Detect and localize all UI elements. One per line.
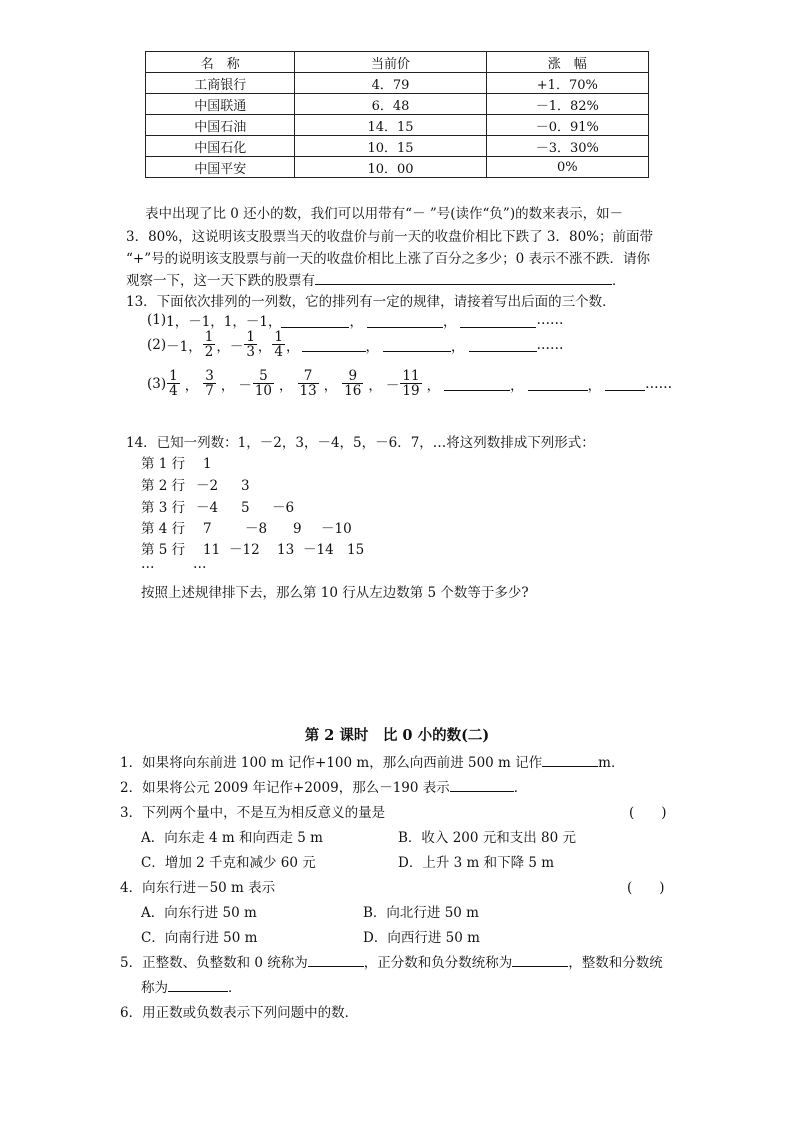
fraction-numerator: 1 [274, 329, 283, 345]
cell-change: －0．91% [486, 115, 648, 136]
fraction-numerator: 1 [204, 329, 214, 345]
cell-name: 中国平安 [146, 157, 295, 178]
minus-sign: － [229, 338, 244, 355]
problem-6: 6．用正数或负数表示下列问题中的数． [120, 1005, 359, 1021]
answer-blank[interactable] [281, 313, 349, 328]
row-number: 5 [241, 500, 250, 516]
cell-price: 10．15 [295, 136, 486, 157]
comma: ， [365, 338, 379, 355]
fraction-numerator: 1 [246, 329, 255, 345]
table-row [146, 115, 649, 136]
comma: ， [257, 338, 272, 355]
row-number: 9 [293, 521, 302, 537]
option-c[interactable]: C．增加 2 千克和减少 60 元 [141, 855, 316, 871]
problem-text-end: m． [598, 755, 625, 771]
stock-table [145, 51, 649, 178]
seq-sign: － [385, 377, 400, 394]
q14-question: 按照上述规律排下去，那么第 10 行从左边数第 5 个数等于多少? [141, 585, 529, 601]
fraction-numerator: 3 [205, 368, 214, 384]
problem-1 [120, 751, 624, 771]
row-label: 第 1 行 [141, 456, 186, 472]
option-b[interactable]: B．向北行进 50 m [363, 905, 479, 921]
option-a[interactable]: A．向东走 4 m 和向西走 5 m [141, 830, 323, 846]
problem-4-stem: 4．向东行进－50 m 表示 [120, 880, 276, 896]
comma: ， [587, 377, 602, 394]
fraction [203, 330, 216, 359]
cell-name: 中国联通 [146, 94, 295, 115]
cell-name: 中国石油 [146, 115, 295, 136]
cell-change: 0% [486, 157, 648, 178]
fraction-numerator: 7 [298, 369, 319, 384]
fraction-numerator: 9 [342, 369, 363, 384]
intro-line-4-text: 观察一下，这一天下跌的股票有 [126, 273, 315, 289]
cell-change: +1．70% [486, 73, 648, 94]
problem-text: 称为 [141, 980, 168, 996]
fraction [342, 369, 363, 398]
triangle-row [141, 517, 352, 537]
comma: ， [349, 314, 363, 330]
seq-label: (1) [147, 312, 167, 328]
answer-blank[interactable] [302, 337, 366, 352]
fraction-denominator: 19 [402, 383, 420, 400]
table-row [146, 94, 649, 115]
cell-change: －3．30% [486, 136, 648, 157]
comma: ， [510, 377, 524, 394]
row-number: －2 [196, 478, 219, 494]
fraction-numerator: 5 [253, 369, 274, 384]
intro-line-1: 表中出现了比 0 还小的数，我们可以用带有“－ ”号(读作“负”)的数来表示，如－ [145, 206, 624, 222]
cell-name: 工商银行 [146, 73, 295, 94]
option-d[interactable]: D．上升 3 m 和下降 5 m [398, 855, 555, 871]
answer-paren[interactable]: ( ) [627, 880, 665, 896]
cell-price: 10．00 [295, 157, 486, 178]
problem-5-line-2 [141, 976, 242, 996]
fraction-denominator: 7 [205, 383, 214, 400]
triangle-row [141, 452, 234, 472]
cell-name: 中国石化 [146, 136, 295, 157]
table-header-row [146, 52, 649, 73]
q13-sequence-3 [147, 369, 672, 398]
row-number: －6 [272, 500, 295, 516]
seq-lead: －1， [166, 338, 202, 355]
comma: ， [286, 338, 300, 355]
comma: ， [368, 377, 382, 394]
triangle-row [141, 474, 272, 494]
fraction [272, 330, 285, 359]
q13-sequence-2 [147, 330, 564, 359]
answer-blank[interactable] [512, 952, 568, 967]
problem-text: 2．如果将公元 2009 年记作+2009，那么－190 表示 [120, 780, 450, 796]
answer-paren[interactable]: ( ) [629, 805, 667, 821]
ellipsis: … [141, 556, 155, 572]
intro-line-2: 3．80%，这说明该支股票当天的收盘价与前一天的收盘价相比下跌了 3．80%；前面带 [126, 229, 653, 245]
row-number: －8 [245, 521, 268, 537]
ellipsis: …… [536, 312, 564, 328]
row-number: 11 [203, 542, 221, 558]
answer-blank[interactable] [308, 952, 364, 967]
header-name: 名 称 [146, 52, 295, 73]
section-title: 第 2 课时 比 0 小的数(二) [304, 727, 490, 744]
option-c[interactable]: C．向南行进 50 m [141, 930, 258, 946]
triangle-row-ellipsis [141, 556, 207, 572]
comma: ， [426, 377, 441, 394]
answer-blank[interactable] [460, 313, 536, 328]
comma: ， [216, 338, 230, 355]
fraction-denominator: 10 [254, 383, 272, 400]
header-change: 涨 幅 [486, 52, 648, 73]
ellipsis: …… [645, 375, 673, 392]
option-b[interactable]: B．收入 200 元和支出 80 元 [398, 830, 577, 846]
row-label: 第 2 行 [141, 478, 186, 494]
row-number: －14 [303, 542, 334, 558]
answer-blank[interactable] [450, 777, 514, 792]
row-label: 第 5 行 [141, 542, 186, 558]
row-label: 第 4 行 [141, 521, 186, 537]
answer-blank[interactable] [367, 313, 443, 328]
fraction-denominator: 13 [299, 383, 317, 400]
triangle-row [141, 496, 303, 516]
problem-text-end: ． [513, 780, 528, 796]
ellipsis: …… [536, 336, 564, 353]
fraction-denominator: 16 [344, 383, 362, 400]
row-number: －10 [321, 521, 352, 537]
option-a[interactable]: A．向东行进 50 m [141, 905, 257, 921]
table-row [146, 136, 649, 157]
comma: ， [442, 314, 457, 330]
problem-2 [120, 776, 527, 796]
fraction-denominator: 3 [246, 344, 255, 361]
fraction [298, 369, 319, 398]
problem-text-end: ． [228, 980, 242, 996]
row-number: 15 [347, 542, 365, 558]
comma: ， [279, 377, 293, 394]
fraction-denominator: 2 [204, 344, 214, 361]
problem-text: 1．如果将向东前进 100 m 记作+100 m，那么向西前进 500 m 记作 [120, 755, 543, 771]
problem-text: 5．正整数、负整数和 0 统称为 [120, 955, 308, 971]
comma: ， [220, 377, 235, 394]
comma: ， [184, 377, 199, 394]
answer-blank[interactable] [469, 337, 537, 352]
problem-5-line-1 [120, 951, 663, 971]
cell-price: 4．79 [295, 73, 486, 94]
fraction [244, 330, 257, 359]
row-label: 第 3 行 [141, 500, 186, 516]
cell-price: 6．48 [295, 94, 486, 115]
answer-blank[interactable] [528, 376, 588, 391]
fraction [203, 369, 216, 398]
seq-sign: － [238, 377, 252, 394]
row-number: 7 [203, 521, 212, 537]
seq-label: (3) [147, 375, 167, 392]
fraction [400, 369, 421, 398]
q14-stem: 14．已知一列数：1，－2，3，－4，5，－6．7，…将这列数排成下列形式： [126, 435, 595, 451]
fraction-denominator: 4 [274, 344, 283, 361]
cell-price: 14．15 [295, 115, 486, 136]
row-number: 13 [277, 542, 295, 558]
comma: ， [451, 338, 465, 355]
intro-line-4 [126, 269, 626, 289]
answer-blank[interactable] [444, 376, 510, 391]
table-row [146, 73, 649, 94]
fraction-denominator: 4 [169, 383, 178, 400]
answer-blank[interactable] [315, 270, 612, 285]
row-number: 3 [241, 478, 250, 494]
answer-blank[interactable] [383, 337, 451, 352]
problem-text: ，整数和分数统 [568, 955, 663, 971]
fraction-numerator: 11 [402, 368, 420, 384]
fraction [167, 369, 180, 398]
intro-line-4-end: ． [612, 273, 626, 289]
fraction [253, 369, 274, 398]
comma: ， [323, 377, 338, 394]
row-number: －4 [196, 500, 219, 516]
row-number: 1 [203, 456, 212, 472]
answer-blank[interactable] [542, 752, 598, 767]
seq-text: 1，－1，1，－1， [166, 314, 282, 330]
header-price: 当前价 [295, 52, 486, 73]
q13-stem: 13．下面依次排列的一列数，它的排列有一定的规律，请接着写出后面的三个数． [126, 294, 616, 310]
seq-label: (2) [147, 336, 167, 353]
option-d[interactable]: D．向西行进 50 m [363, 930, 480, 946]
answer-blank[interactable] [168, 977, 228, 992]
q13-sequence-1 [147, 310, 563, 330]
triangle-row [141, 538, 378, 558]
fraction-numerator: 1 [169, 368, 178, 384]
intro-line-3: “+”号的说明该支股票与前一天的收盘价相比上涨了百分之多少；0 表示不涨不跌．请你 [126, 251, 650, 267]
table-row [146, 157, 649, 178]
row-number: －12 [229, 542, 260, 558]
ellipsis: … [193, 556, 207, 572]
answer-blank[interactable] [605, 376, 645, 391]
problem-text: ，正分数和负分数统称为 [363, 955, 513, 971]
cell-change: －1．82% [486, 94, 648, 115]
problem-3-stem: 3．下列两个量中，不是互为相反意义的量是 [120, 805, 386, 821]
